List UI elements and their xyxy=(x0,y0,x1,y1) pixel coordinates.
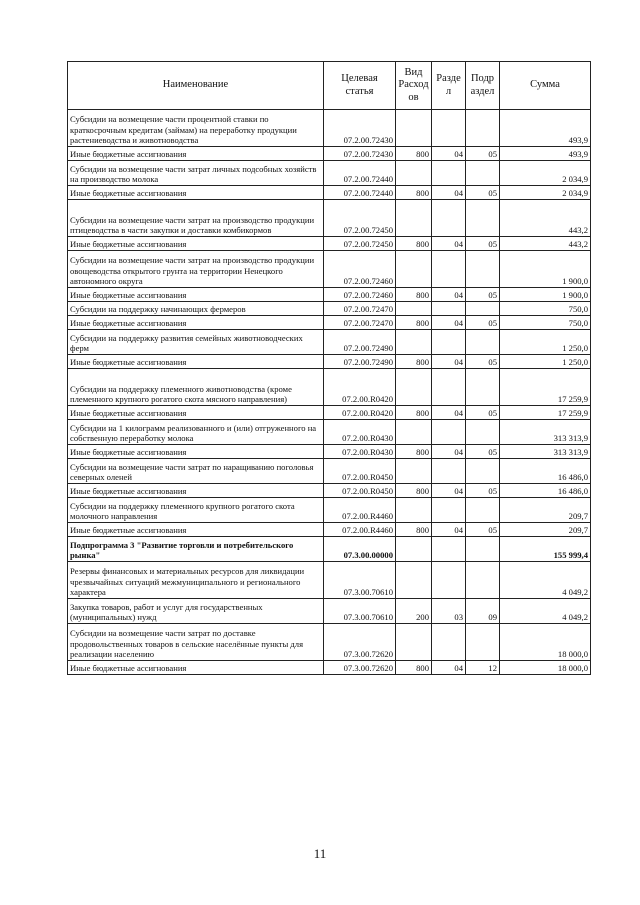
cell-target-article: 07.3.00.72620 xyxy=(324,661,396,675)
cell-target-article: 07.3.00.00000 xyxy=(324,537,396,562)
cell-amount: 493,9 xyxy=(500,110,591,147)
cell-amount: 16 486,0 xyxy=(500,484,591,498)
cell-section xyxy=(432,200,466,237)
cell-target-article: 07.2.00.72450 xyxy=(324,200,396,237)
cell-target-article: 07.2.00.72430 xyxy=(324,110,396,147)
cell-section: 04 xyxy=(432,661,466,675)
cell-section: 04 xyxy=(432,484,466,498)
cell-expense-type xyxy=(396,161,432,186)
cell-name: Субсидии на поддержку племенного крупного рогатого скота молочного направления xyxy=(68,498,324,523)
cell-section: 04 xyxy=(432,147,466,161)
cell-target-article: 07.3.00.70610 xyxy=(324,562,396,599)
cell-target-article: 07.2.00.R0420 xyxy=(324,369,396,406)
cell-name: Резервы финансовых и материальных ресурсов для ликвидации чрезвычайных ситуаций межмуниципального и регионального характера xyxy=(68,562,324,599)
cell-section xyxy=(432,251,466,288)
cell-target-article: 07.2.00.R0430 xyxy=(324,445,396,459)
cell-subsection xyxy=(466,537,500,562)
cell-name: Субсидии на возмещение части процентной ставки по краткосрочным кредитам (займам) на переработку продукции растениеводства и животноводства xyxy=(68,110,324,147)
table-row xyxy=(68,147,591,161)
cell-amount: 493,9 xyxy=(500,147,591,161)
cell-section: 04 xyxy=(432,316,466,330)
cell-target-article: 07.2.00.R0450 xyxy=(324,484,396,498)
cell-amount: 209,7 xyxy=(500,498,591,523)
cell-section: 04 xyxy=(432,406,466,420)
table-row xyxy=(68,316,591,330)
cell-section xyxy=(432,110,466,147)
table-row xyxy=(68,420,591,445)
cell-subsection: 05 xyxy=(466,445,500,459)
cell-name: Субсидии на поддержку племенного животноводства (кроме племенного крупного рогатого скота мясного направления) xyxy=(68,369,324,406)
cell-name: Иные бюджетные ассигнования xyxy=(68,237,324,251)
cell-name: Субсидии на возмещение части затрат личных подсобных хозяйств на производство молока xyxy=(68,161,324,186)
cell-expense-type xyxy=(396,200,432,237)
table-body xyxy=(68,110,591,675)
cell-target-article: 07.2.00.72460 xyxy=(324,251,396,288)
table-row xyxy=(68,498,591,523)
cell-subsection xyxy=(466,302,500,316)
cell-expense-type xyxy=(396,420,432,445)
cell-subsection: 05 xyxy=(466,523,500,537)
table-row xyxy=(68,200,591,237)
cell-name: Субсидии на возмещение части затрат на производство продукции овощеводства открытого грунта на территории Ненецкого автономного округа xyxy=(68,251,324,288)
cell-amount: 17 259,9 xyxy=(500,406,591,420)
cell-amount: 4 049,2 xyxy=(500,562,591,599)
cell-section: 04 xyxy=(432,237,466,251)
cell-expense-type: 800 xyxy=(396,237,432,251)
cell-subsection: 05 xyxy=(466,147,500,161)
cell-target-article: 07.2.00.R0430 xyxy=(324,420,396,445)
cell-name: Субсидии на возмещение части затрат на производство продукции птицеводства в части закупки и доставки комбикормов xyxy=(68,200,324,237)
cell-section xyxy=(432,498,466,523)
cell-target-article: 07.3.00.72620 xyxy=(324,624,396,661)
table-row xyxy=(68,355,591,369)
cell-expense-type: 800 xyxy=(396,288,432,302)
cell-section: 04 xyxy=(432,186,466,200)
cell-name: Иные бюджетные ассигнования xyxy=(68,484,324,498)
header-amount: Сумма xyxy=(500,62,591,110)
cell-expense-type xyxy=(396,110,432,147)
cell-subsection: 05 xyxy=(466,355,500,369)
cell-expense-type xyxy=(396,251,432,288)
table-row xyxy=(68,406,591,420)
cell-subsection xyxy=(466,110,500,147)
cell-name: Иные бюджетные ассигнования xyxy=(68,445,324,459)
table-row xyxy=(68,523,591,537)
cell-target-article: 07.2.00.72470 xyxy=(324,316,396,330)
cell-amount: 1 250,0 xyxy=(500,355,591,369)
cell-expense-type: 800 xyxy=(396,523,432,537)
header-name: Наименование xyxy=(68,62,324,110)
cell-section: 03 xyxy=(432,599,466,624)
cell-amount: 18 000,0 xyxy=(500,624,591,661)
cell-subsection: 05 xyxy=(466,406,500,420)
cell-section xyxy=(432,537,466,562)
cell-target-article: 07.2.00.72460 xyxy=(324,288,396,302)
cell-target-article: 07.2.00.72490 xyxy=(324,355,396,369)
cell-expense-type: 800 xyxy=(396,661,432,675)
cell-target-article: 07.2.00.72470 xyxy=(324,302,396,316)
cell-section: 04 xyxy=(432,355,466,369)
cell-section xyxy=(432,161,466,186)
cell-amount: 17 259,9 xyxy=(500,369,591,406)
cell-amount: 18 000,0 xyxy=(500,661,591,675)
cell-expense-type: 200 xyxy=(396,599,432,624)
cell-section: 04 xyxy=(432,445,466,459)
cell-target-article: 07.2.00.72490 xyxy=(324,330,396,355)
cell-expense-type: 800 xyxy=(396,445,432,459)
cell-expense-type xyxy=(396,330,432,355)
header-section: Разде л xyxy=(432,62,466,110)
table-row xyxy=(68,110,591,147)
cell-subsection xyxy=(466,562,500,599)
cell-subsection xyxy=(466,200,500,237)
cell-amount: 209,7 xyxy=(500,523,591,537)
cell-name: Субсидии на возмещение части затрат по доставке продовольственных товаров в сельские населённые пункты для реализации населению xyxy=(68,624,324,661)
cell-expense-type: 800 xyxy=(396,355,432,369)
table-row xyxy=(68,251,591,288)
cell-section xyxy=(432,562,466,599)
cell-amount: 750,0 xyxy=(500,302,591,316)
cell-amount: 1 250,0 xyxy=(500,330,591,355)
table-header-row xyxy=(68,62,591,110)
budget-table xyxy=(67,61,591,675)
cell-amount: 155 999,4 xyxy=(500,537,591,562)
cell-target-article: 07.3.00.70610 xyxy=(324,599,396,624)
cell-expense-type: 800 xyxy=(396,484,432,498)
cell-expense-type xyxy=(396,302,432,316)
table-row xyxy=(68,562,591,599)
cell-name: Иные бюджетные ассигнования xyxy=(68,147,324,161)
table-row xyxy=(68,537,591,562)
cell-amount: 313 313,9 xyxy=(500,420,591,445)
cell-name: Закупка товаров, работ и услуг для государственных (муниципальных) нужд xyxy=(68,599,324,624)
cell-section: 04 xyxy=(432,523,466,537)
cell-name: Субсидии на 1 килограмм реализованного и (или) отгруженного на собственную переработку молока xyxy=(68,420,324,445)
cell-target-article: 07.2.00.R4460 xyxy=(324,523,396,537)
cell-name: Иные бюджетные ассигнования xyxy=(68,661,324,675)
table-row xyxy=(68,459,591,484)
cell-subsection xyxy=(466,459,500,484)
table-row xyxy=(68,624,591,661)
table-row xyxy=(68,186,591,200)
cell-expense-type: 800 xyxy=(396,186,432,200)
table-row xyxy=(68,661,591,675)
table-row xyxy=(68,288,591,302)
cell-target-article: 07.2.00.R4460 xyxy=(324,498,396,523)
table-row xyxy=(68,237,591,251)
cell-amount: 750,0 xyxy=(500,316,591,330)
cell-subsection: 05 xyxy=(466,484,500,498)
cell-subsection xyxy=(466,330,500,355)
cell-amount: 1 900,0 xyxy=(500,288,591,302)
cell-section xyxy=(432,624,466,661)
cell-subsection: 09 xyxy=(466,599,500,624)
cell-amount: 1 900,0 xyxy=(500,251,591,288)
cell-subsection xyxy=(466,369,500,406)
cell-subsection: 05 xyxy=(466,237,500,251)
cell-subsection: 05 xyxy=(466,288,500,302)
cell-subsection xyxy=(466,498,500,523)
cell-expense-type xyxy=(396,624,432,661)
table-row xyxy=(68,302,591,316)
table-row xyxy=(68,599,591,624)
cell-subsection xyxy=(466,420,500,445)
table-row xyxy=(68,484,591,498)
cell-amount: 16 486,0 xyxy=(500,459,591,484)
table-row xyxy=(68,445,591,459)
table-row xyxy=(68,330,591,355)
page-number: 11 xyxy=(313,846,327,861)
cell-amount: 443,2 xyxy=(500,237,591,251)
cell-name: Иные бюджетные ассигнования xyxy=(68,355,324,369)
cell-subsection xyxy=(466,624,500,661)
cell-target-article: 07.2.00.R0450 xyxy=(324,459,396,484)
cell-section: 04 xyxy=(432,288,466,302)
cell-name: Иные бюджетные ассигнования xyxy=(68,406,324,420)
cell-name: Иные бюджетные ассигнования xyxy=(68,316,324,330)
cell-section xyxy=(432,369,466,406)
cell-subsection xyxy=(466,161,500,186)
table-row xyxy=(68,369,591,406)
cell-expense-type xyxy=(396,369,432,406)
cell-target-article: 07.2.00.R0420 xyxy=(324,406,396,420)
cell-section xyxy=(432,459,466,484)
cell-target-article: 07.2.00.72450 xyxy=(324,237,396,251)
cell-name: Иные бюджетные ассигнования xyxy=(68,186,324,200)
cell-expense-type xyxy=(396,459,432,484)
cell-target-article: 07.2.00.72440 xyxy=(324,186,396,200)
cell-amount: 2 034,9 xyxy=(500,186,591,200)
cell-amount: 4 049,2 xyxy=(500,599,591,624)
cell-expense-type xyxy=(396,537,432,562)
header-target-article: Целевая статья xyxy=(324,62,396,110)
cell-name: Субсидии на поддержку развития семейных животноводческих ферм xyxy=(68,330,324,355)
cell-name: Иные бюджетные ассигнования xyxy=(68,523,324,537)
header-expense-type: Вид Расход ов xyxy=(396,62,432,110)
cell-expense-type: 800 xyxy=(396,147,432,161)
cell-name: Подпрограмма 3 "Развитие торговли и потребительского рынка" xyxy=(68,537,324,562)
cell-section xyxy=(432,330,466,355)
cell-name: Субсидии на поддержку начинающих фермеров xyxy=(68,302,324,316)
cell-subsection xyxy=(466,251,500,288)
cell-expense-type: 800 xyxy=(396,406,432,420)
cell-expense-type xyxy=(396,562,432,599)
cell-target-article: 07.2.00.72440 xyxy=(324,161,396,186)
cell-name: Субсидии на возмещение части затрат по наращиванию поголовья северных оленей xyxy=(68,459,324,484)
cell-subsection: 05 xyxy=(466,186,500,200)
cell-expense-type xyxy=(396,498,432,523)
header-subsection: Подр аздел xyxy=(466,62,500,110)
table-row xyxy=(68,161,591,186)
cell-subsection: 12 xyxy=(466,661,500,675)
cell-section xyxy=(432,420,466,445)
cell-amount: 313 313,9 xyxy=(500,445,591,459)
cell-amount: 443,2 xyxy=(500,200,591,237)
cell-expense-type: 800 xyxy=(396,316,432,330)
cell-subsection: 05 xyxy=(466,316,500,330)
cell-name: Иные бюджетные ассигнования xyxy=(68,288,324,302)
cell-target-article: 07.2.00.72430 xyxy=(324,147,396,161)
cell-section xyxy=(432,302,466,316)
cell-amount: 2 034,9 xyxy=(500,161,591,186)
